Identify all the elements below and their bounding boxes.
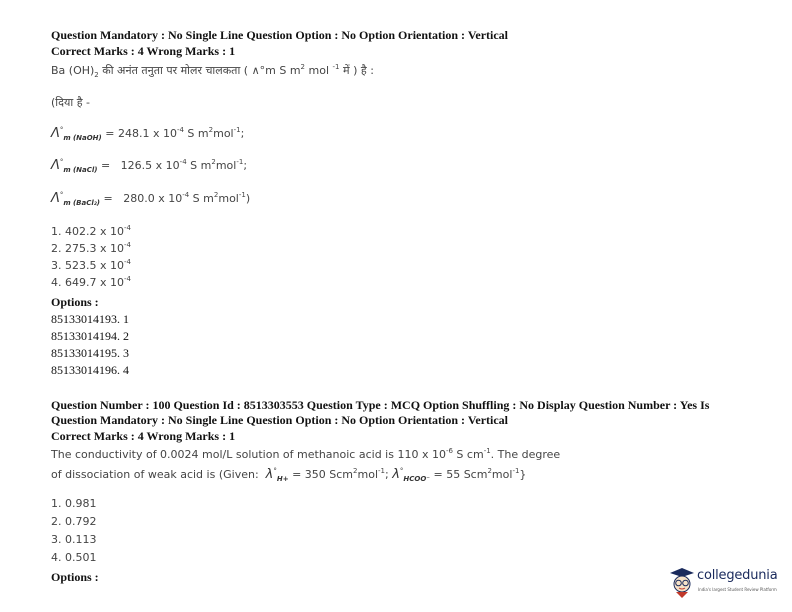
q1-choice-1: 1. 402.2 x $10^{-4}$ [51, 224, 131, 238]
mascot-icon [667, 565, 697, 601]
q1-given-bacl2: $\Lambda^\circ_{m (BaCl_2)} = 280.0$ x $10^{-4}$ S $m^2mol^{-1}$) [51, 191, 251, 207]
q1-stem: Ba $(OH)_2$ की अनंत तनुता पर मोलर चालकता ( ∧°m S $m^2$ mol $^{-1}$ में ) है : [51, 63, 374, 79]
q1-choice-2: 2. 275.3 x $10^{-4}$ [51, 241, 131, 255]
q2-header-line3: Correct Marks : 4 Wrong Marks : 1 [51, 429, 236, 443]
q2-choice-4: 4. 0.501 [51, 551, 97, 564]
logo-tagline: India's largest Student Review Platform [698, 587, 777, 592]
q1-given-label: (दिया है - [51, 96, 91, 109]
q1-option-id-1: 85133014193. 1 [51, 312, 129, 326]
q1-given-naoh: $\Lambda^\circ_{m (NaOH)} = 248.1$ x $10^{-4}$ S $m^2mol^{-1}$; [51, 126, 245, 142]
q2-header-line1: Question Number : 100 Question Id : 8513303553 Question Type : MCQ Option Shuffling : No Display Question Number : Yes Is [51, 398, 710, 412]
q2-choice-2: 2. 0.792 [51, 515, 97, 528]
q2-choice-1: 1. 0.981 [51, 497, 97, 510]
q1-given-nacl: $\Lambda^\circ_{m (NaCl)} = 126.5$ x $10^{-4}$ S $m^2mol^{-1}$; [51, 158, 248, 174]
q2-choice-3: 3. 0.113 [51, 533, 97, 546]
q1-option-id-2: 85133014194. 2 [51, 329, 129, 343]
q1-options-label: Options : [51, 295, 99, 309]
q1-header-line1: Question Mandatory : No Single Line Question Option : No Option Orientation : Vertical [51, 28, 509, 42]
q2-header-line2: Question Mandatory : No Single Line Question Option : No Option Orientation : Vertical [51, 413, 509, 427]
q1-option-id-4: 85133014196. 4 [51, 363, 129, 377]
q2-stem-line2: of dissociation of weak acid is (Given: $\lambda^\circ_{H+} = 350$ Scm$^2$mol$^{-1}$; $\lambda^\circ_{HCOO^-} = 55$ Scm$^2$mol$^{-1}$} [51, 467, 527, 483]
q1-option-id-3: 85133014195. 3 [51, 346, 129, 360]
logo-wordmark: collegedunia [697, 568, 778, 583]
collegedunia-logo [667, 563, 785, 603]
q1-choice-4: 4. 649.7 x $10^{-4}$ [51, 275, 131, 289]
q2-stem-line1: The conductivity of 0.0024 mol/L solution of methanoic acid is 110 x $10^{-6}$ S $cm^{-1}$. The degree [51, 447, 561, 461]
q1-choice-3: 3. 523.5 x $10^{-4}$ [51, 258, 131, 272]
q1-header-line2: Correct Marks : 4 Wrong Marks : 1 [51, 44, 236, 58]
q2-options-label: Options : [51, 570, 99, 584]
